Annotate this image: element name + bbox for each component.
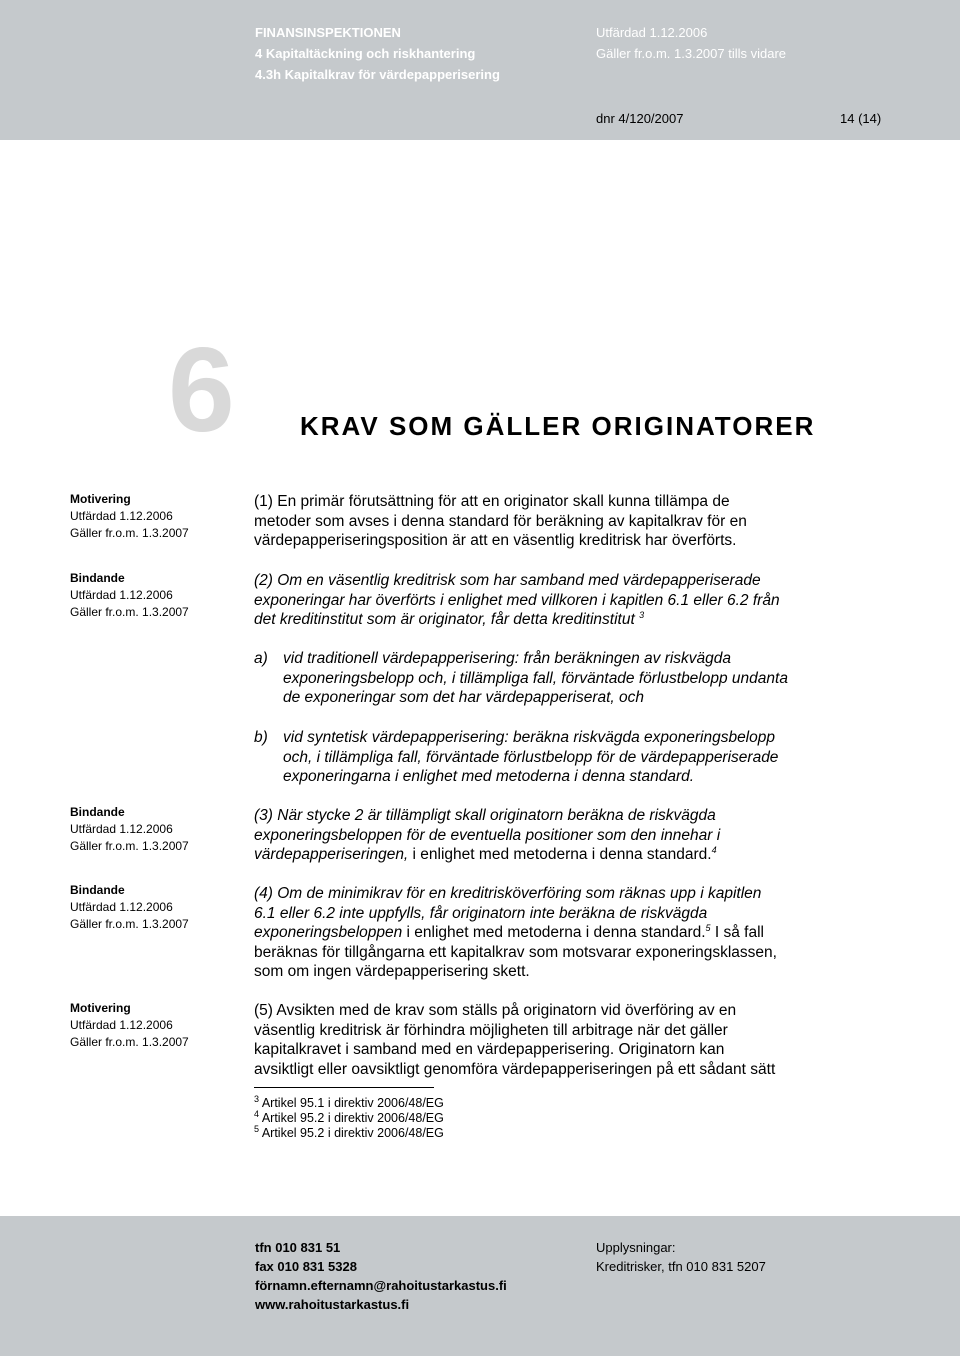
text-line: exponeringsbeloppen för de eventuella positioner som den innehar i xyxy=(254,826,721,844)
margin-note-issued: Utfärdad 1.12.2006 xyxy=(70,822,173,836)
footnote-number: 3 xyxy=(254,1093,260,1104)
margin-note-valid: Gäller fr.o.m. 1.3.2007 xyxy=(70,839,189,853)
list-item-label: b) xyxy=(254,729,268,746)
text-line: exponeringarna i enlighet med metoderna i denna standard. xyxy=(283,768,695,785)
text-line: 6.1 eller 6.2 inte uppfylls, får originatorn inte beräkna de riskvägda xyxy=(254,904,708,922)
text-line xyxy=(254,610,894,630)
footer-website: www.rahoitustarkastus.fi xyxy=(255,1297,410,1312)
footer-email: förnamn.efternamn@rahoitustarkastus.fi xyxy=(255,1278,507,1293)
footnote-ref: 3 xyxy=(639,609,645,620)
margin-note-label: Motivering xyxy=(70,1001,131,1015)
margin-note-valid: Gäller fr.o.m. 1.3.2007 xyxy=(70,605,189,619)
text-line-part: i enlighet med metoderna i denna standard. xyxy=(408,846,712,863)
text-line: (4) Om de minimikrav för en kreditrisköverföring som räknas upp i kapitlen xyxy=(254,885,762,902)
header-page-number: 14 (14) xyxy=(840,111,882,126)
text-line: metoder som avses i denna standard för beräkning av kapitalkrav för en xyxy=(254,512,747,530)
text-line xyxy=(254,845,894,865)
footer-info-value: Kreditrisker, tfn 010 831 5207 xyxy=(596,1259,766,1274)
paragraph-2 xyxy=(254,571,894,630)
header-issued: Utfärdad 1.12.2006 xyxy=(596,25,708,40)
text-line-part: det kreditinstitut som är originator, får detta kreditinstitut xyxy=(254,611,635,628)
header-subsection: 4.3h Kapitalkrav för värdepapperisering xyxy=(255,67,500,82)
paragraph-4 xyxy=(254,884,894,982)
footnote xyxy=(254,1123,444,1141)
text-line-part: i enlighet med metoderna i denna standard. xyxy=(402,924,706,941)
footnote-number: 4 xyxy=(254,1108,260,1119)
footnote-text: Artikel 95.1 i direktiv 2006/48/EG xyxy=(261,1096,444,1110)
footnote xyxy=(254,1108,444,1126)
margin-note-issued: Utfärdad 1.12.2006 xyxy=(70,900,173,914)
text-line-part: I så fall xyxy=(710,924,764,941)
header-valid: Gäller fr.o.m. 1.3.2007 tills vidare xyxy=(596,46,787,61)
text-line: och, i tillämpliga fall, förväntade förlustbelopp för de värdepapperiserade xyxy=(283,748,779,766)
header-section: 4 Kapitaltäckning och riskhantering xyxy=(255,46,476,61)
footer-fax: fax 010 831 5328 xyxy=(255,1259,357,1274)
paragraph-5 xyxy=(254,1001,894,1079)
paragraph-3 xyxy=(254,806,894,865)
margin-note-valid: Gäller fr.o.m. 1.3.2007 xyxy=(70,526,189,540)
footnote-number: 5 xyxy=(254,1123,260,1134)
text-line: (2) Om en väsentlig kreditrisk som har samband med värdepapperiserade xyxy=(254,572,761,589)
footnote xyxy=(254,1093,444,1111)
margin-note-valid: Gäller fr.o.m. 1.3.2007 xyxy=(70,1035,189,1049)
margin-note xyxy=(70,804,250,855)
margin-note-issued: Utfärdad 1.12.2006 xyxy=(70,588,173,602)
footnote-ref: 4 xyxy=(711,844,717,855)
chapter-title: KRAV SOM GÄLLER ORIGINATORER xyxy=(300,411,816,441)
margin-note-label: Bindande xyxy=(70,571,125,585)
text-line: som om ingen värdepapperisering skett. xyxy=(254,963,530,980)
text-line: (3) När stycke 2 är tillämpligt skall originatorn beräkna de riskvägda xyxy=(254,807,716,824)
page-header xyxy=(0,0,960,140)
text-line: (1) En primär förutsättning för att en originator skall kunna tillämpa de xyxy=(254,493,730,510)
text-line-part: värdepapperiseringen, xyxy=(254,846,409,863)
text-line: exponeringsbelopp och, i tillämpliga fall, förväntade förlustbelopp undanta xyxy=(283,669,788,687)
footnote-divider xyxy=(254,1087,434,1088)
text-line-part: exponeringsbeloppen xyxy=(254,924,403,941)
margin-note-issued: Utfärdad 1.12.2006 xyxy=(70,1018,173,1032)
text-line: vid traditionell värdepapperisering: från beräkningen av riskvägda xyxy=(283,650,732,667)
paragraph-1 xyxy=(254,492,894,551)
margin-note xyxy=(70,882,250,933)
margin-note xyxy=(70,1000,250,1051)
margin-note-issued: Utfärdad 1.12.2006 xyxy=(70,509,173,523)
header-dnr: dnr 4/120/2007 xyxy=(596,111,684,126)
margin-note xyxy=(70,570,250,621)
text-line: väsentlig kreditrisk är förhindra möjligheten till arbitrage när det gäller xyxy=(254,1021,728,1039)
footer-info-label: Upplysningar: xyxy=(596,1240,676,1255)
page-footer xyxy=(0,1216,960,1356)
list-item-label: a) xyxy=(254,650,268,667)
margin-note xyxy=(70,491,250,542)
footnote-ref: 5 xyxy=(705,922,711,933)
chapter-number: 6 xyxy=(168,323,235,457)
text-line: beräknas för tillgångarna ett kapitalkrav som motsvarar exponeringsklassen, xyxy=(254,943,777,961)
footer-phone: tfn 010 831 51 xyxy=(255,1240,341,1255)
text-line: avsiktligt eller oavsiktligt genomföra värdepapperiseringen på ett sådant sätt xyxy=(254,1060,776,1078)
text-line: (5) Avsikten med de krav som ställs på originatorn vid överföring av en xyxy=(254,1002,737,1019)
text-line: kapitalkravet i samband med en värdepapperisering. Originatorn kan xyxy=(254,1041,725,1058)
footnote-text: Artikel 95.2 i direktiv 2006/48/EG xyxy=(261,1111,444,1125)
footnote-text: Artikel 95.2 i direktiv 2006/48/EG xyxy=(261,1126,444,1140)
text-line xyxy=(254,923,894,943)
text-line: vid syntetisk värdepapperisering: beräkna riskvägda exponeringsbelopp xyxy=(283,729,775,746)
margin-note-label: Bindande xyxy=(70,883,125,897)
text-line: de exponeringar som det har värdepapperiserat, och xyxy=(283,689,645,706)
text-line: värdepapperiseringsposition är att en väsentlig kreditrisk har överförts. xyxy=(254,532,737,549)
header-org: FINANSINSPEKTIONEN xyxy=(255,25,401,40)
margin-note-label: Motivering xyxy=(70,492,131,506)
list-item-a xyxy=(254,649,894,709)
list-item-b xyxy=(254,728,894,788)
margin-note-valid: Gäller fr.o.m. 1.3.2007 xyxy=(70,917,189,931)
text-line: exponeringar har överförts i enlighet med villkoren i kapitlen 6.1 eller 6.2 från xyxy=(254,591,780,609)
margin-note-label: Bindande xyxy=(70,805,125,819)
